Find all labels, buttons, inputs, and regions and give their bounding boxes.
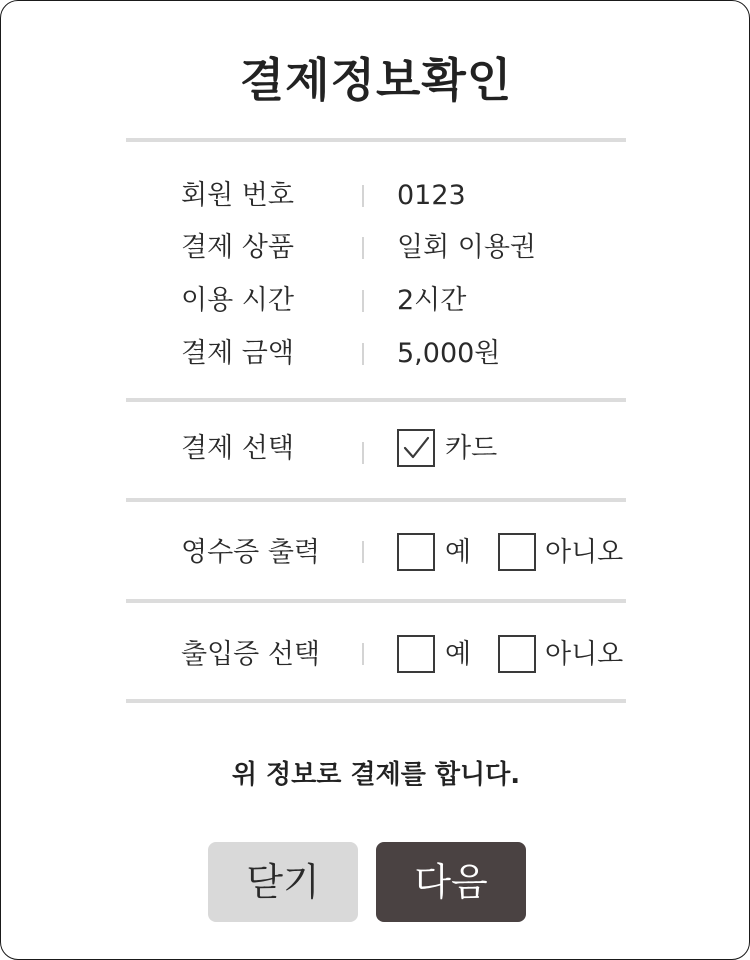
receipt-no-label: 아니오 [545, 537, 624, 568]
row-separator [362, 185, 364, 207]
row-separator [362, 237, 364, 259]
pass-yes-checkbox[interactable] [397, 635, 435, 673]
next-button[interactable]: 다음 [376, 842, 526, 922]
row-separator [362, 541, 364, 563]
divider [126, 498, 626, 502]
duration-label: 이용 시간 [181, 285, 294, 316]
divider-top [126, 138, 626, 142]
divider [126, 398, 626, 402]
member-no-value: 0123 [397, 180, 466, 211]
pass-yes-label: 예 [445, 639, 472, 670]
payment-method-label: 결제 선택 [181, 433, 294, 464]
duration-value: 2시간 [397, 285, 467, 316]
row-separator [362, 643, 364, 665]
divider [126, 599, 626, 603]
dialog-title: 결제정보확인 [239, 53, 513, 107]
close-button[interactable]: 닫기 [208, 842, 358, 922]
pass-label: 출입증 선택 [181, 639, 320, 670]
pass-no-checkbox[interactable] [498, 635, 536, 673]
amount-label: 결제 금액 [181, 338, 294, 369]
divider-bottom [126, 699, 626, 703]
row-separator [362, 442, 364, 464]
receipt-no-checkbox[interactable] [498, 533, 536, 571]
amount-value: 5,000원 [397, 338, 501, 369]
row-separator [362, 343, 364, 365]
checkmark-icon [401, 433, 431, 463]
confirm-message: 위 정보로 결제를 합니다. [231, 760, 521, 790]
row-separator [362, 290, 364, 312]
pass-no-label: 아니오 [545, 639, 624, 670]
product-value: 일회 이용권 [397, 232, 536, 263]
receipt-yes-checkbox[interactable] [397, 533, 435, 571]
member-no-label: 회원 번호 [181, 180, 294, 211]
card-checkbox[interactable] [397, 429, 435, 467]
card-option-label: 카드 [445, 433, 498, 464]
product-label: 결제 상품 [181, 232, 294, 263]
receipt-label: 영수증 출력 [181, 537, 320, 568]
receipt-yes-label: 예 [445, 537, 472, 568]
